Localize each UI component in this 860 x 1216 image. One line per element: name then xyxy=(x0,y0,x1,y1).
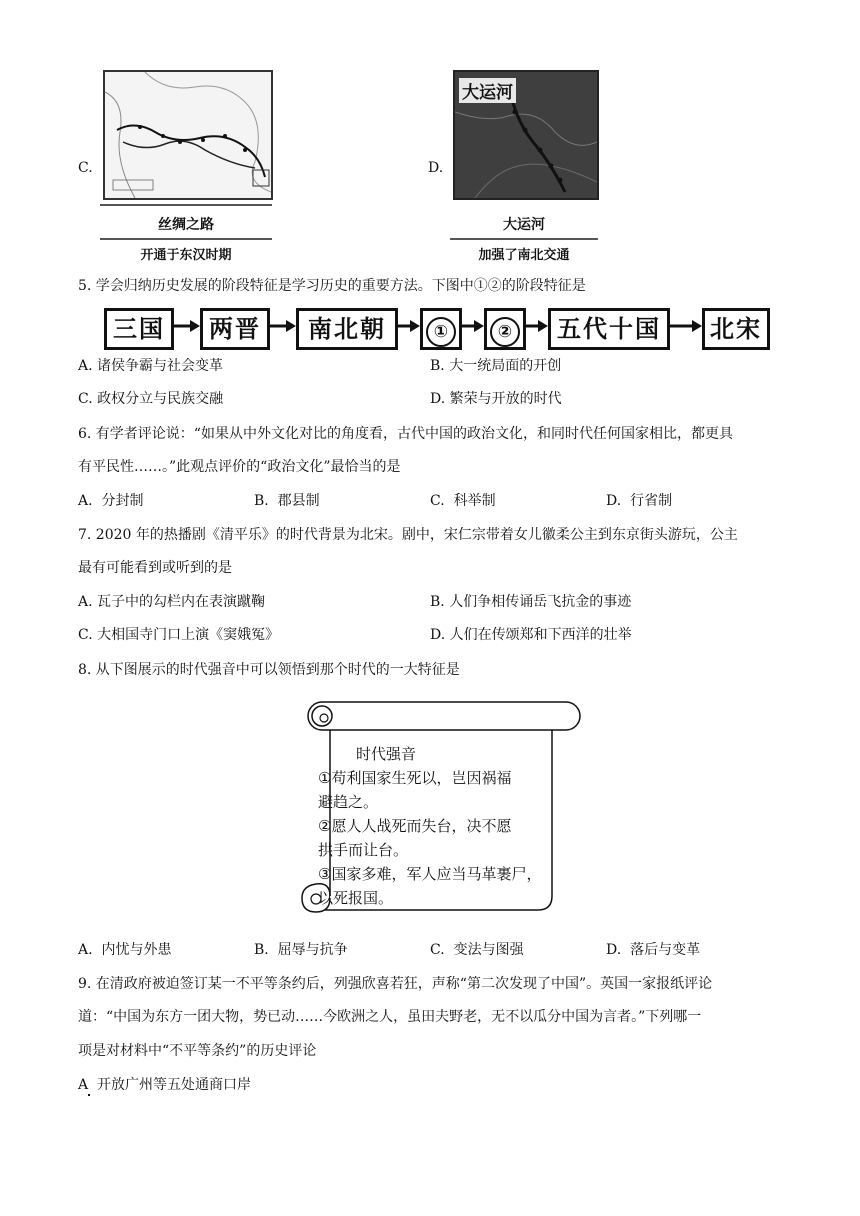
silk-road-subcaption: 开通于东汉时期 xyxy=(140,248,232,263)
option-label: B. xyxy=(430,594,445,610)
q5-option-d xyxy=(430,389,562,409)
option-d-label: D. xyxy=(428,160,444,176)
q5-option-b xyxy=(430,356,561,376)
option-text: 诸侯争霸与社会变革 xyxy=(97,358,224,374)
option-text: 人们在传颂郑和下西洋的壮举 xyxy=(449,627,632,643)
q6-option-a xyxy=(78,491,143,511)
q9-stem-line1: 9. 在清政府被迫签订某一不平等条约后，列强欣喜若狂，声称“第二次发现了中国”。英国一家报纸评论 xyxy=(78,976,713,992)
timeline-arrow-icon xyxy=(268,318,296,334)
timeline-three-kingdoms: 三国 xyxy=(104,308,174,350)
option-label: C. xyxy=(78,391,93,407)
option-text: 郡县制 xyxy=(277,493,320,509)
q6-stem-line2: 有平民性……。”此观点评价的“政治文化”最恰当的是 xyxy=(78,459,401,475)
q9-stem-line2: 道：“中国为东方一团大物，势已动……今欧洲之人，虽田夫野老，无不以瓜分中国为言者。”下列哪一 xyxy=(78,1009,702,1025)
option-label: A. xyxy=(78,493,93,509)
q6-option-c xyxy=(430,491,496,511)
option-label: D. xyxy=(606,493,622,509)
scroll-line: 以死报国。 xyxy=(318,889,394,907)
option-label: A xyxy=(78,1077,89,1093)
caption-rule-c2 xyxy=(100,238,272,240)
silk-road-caption: 丝绸之路 xyxy=(158,217,214,233)
option-label: B. xyxy=(254,942,269,958)
option-label: D. xyxy=(606,942,622,958)
scroll-line: 拱手而让台。 xyxy=(318,841,409,859)
timeline-southern-northern: 南北朝 xyxy=(296,308,398,350)
q7-stem-line1: 7. 2020 年的热播剧《清平乐》的时代背景为北宋。剧中，宋仁宗带着女儿徽柔公主到东京街头游玩，公主 xyxy=(78,527,738,543)
scroll-line: ③国家多难，军人应当马革裹尸， xyxy=(318,865,542,883)
option-label: C. xyxy=(78,627,93,643)
q6-stem-line1: 6. 有学者评论说：“如果从中外文化对比的角度看，古代中国的政治文化，和同时代任何国家相比，都更具 xyxy=(78,426,733,442)
option-c-label: C. xyxy=(78,160,93,176)
timeline-jin: 两晋 xyxy=(200,308,270,350)
grand-canal-subcaption: 加强了南北交通 xyxy=(478,248,570,263)
option-label: B. xyxy=(254,493,269,509)
option-text: 屈辱与抗争 xyxy=(277,942,348,958)
option-label: D. xyxy=(430,391,446,407)
q7-option-c xyxy=(78,625,279,645)
timeline-blank-1 xyxy=(420,308,462,350)
scroll-line: ②愿人人战死而失台，决不愿 xyxy=(318,817,512,835)
q8-option-d xyxy=(606,940,700,960)
option-text: 开放广州等五处通商口岸 xyxy=(97,1077,252,1093)
caption-rule-d xyxy=(450,238,598,240)
q6-option-b xyxy=(254,491,320,511)
scroll-title: 时代强音 xyxy=(356,745,417,763)
option-text: 大相国寺门口上演《窦娥冤》 xyxy=(97,627,280,643)
option-label: B. xyxy=(430,358,445,374)
timeline-arrow-icon xyxy=(172,318,200,334)
timeline-arrow-icon xyxy=(460,318,484,334)
timeline-blank-1-mark: ① xyxy=(426,317,456,347)
q8-stem: 8. 从下图展示的时代强音中可以领悟到那个时代的一大特征是 xyxy=(78,662,460,678)
option-text: 内忧与外患 xyxy=(101,942,172,958)
option-label: C. xyxy=(430,942,445,958)
timeline-blank-2-mark: ② xyxy=(490,317,520,347)
option-text: 行省制 xyxy=(630,493,673,509)
stray-dot xyxy=(88,1094,90,1096)
option-label: A. xyxy=(78,594,93,610)
q7-option-d xyxy=(430,625,632,645)
option-text: 繁荣与开放的时代 xyxy=(449,391,562,407)
option-text: 变法与图强 xyxy=(453,942,524,958)
scroll-line: 避趋之。 xyxy=(318,793,379,811)
option-label: A. xyxy=(78,942,93,958)
timeline-five-dynasties: 五代十国 xyxy=(548,308,670,350)
timeline-arrow-icon xyxy=(668,318,702,334)
silk-road-map xyxy=(103,70,273,200)
q7-option-a xyxy=(78,592,265,612)
option-text: 政权分立与民族交融 xyxy=(97,391,224,407)
grand-canal-map xyxy=(453,70,599,200)
q6-option-d xyxy=(606,491,672,511)
option-text: 瓦子中的勾栏内在表演蹴鞠 xyxy=(97,594,266,610)
q7-option-b xyxy=(430,592,631,612)
q5-stem: 5. 学会归纳历史发展的阶段特征是学习历史的重要方法。下图中①②的阶段特征是 xyxy=(78,278,586,294)
q5-option-a xyxy=(78,356,223,376)
option-text: 落后与变革 xyxy=(630,942,701,958)
q9-option-a xyxy=(78,1075,251,1095)
option-text: 人们争相传诵岳飞抗金的事迹 xyxy=(449,594,632,610)
q8-option-b xyxy=(254,940,348,960)
q8-option-a xyxy=(78,940,171,960)
timeline-blank-2 xyxy=(484,308,526,350)
timeline-arrow-icon xyxy=(396,318,420,334)
option-text: 科举制 xyxy=(453,493,496,509)
option-label: D. xyxy=(430,627,446,643)
q8-option-c xyxy=(430,940,524,960)
timeline-arrow-icon xyxy=(524,318,548,334)
option-label: C. xyxy=(430,493,445,509)
option-text: 大一统局面的开创 xyxy=(449,358,562,374)
option-text: 分封制 xyxy=(101,493,144,509)
silk-road-map-graphic xyxy=(105,72,271,198)
q9-stem-line3: 项是对材料中“不平等条约”的历史评论 xyxy=(78,1043,317,1059)
grand-canal-map-title: 大运河 xyxy=(459,78,516,103)
q5-option-c xyxy=(78,389,223,409)
option-label: A. xyxy=(78,358,93,374)
timeline-northern-song: 北宋 xyxy=(702,308,770,350)
grand-canal-caption: 大运河 xyxy=(503,217,545,233)
q7-stem-line2: 最有可能看到或听到的是 xyxy=(78,560,232,576)
caption-rule-c xyxy=(100,204,272,206)
scroll-line: ①苟利国家生死以，岂因祸福 xyxy=(318,769,512,787)
